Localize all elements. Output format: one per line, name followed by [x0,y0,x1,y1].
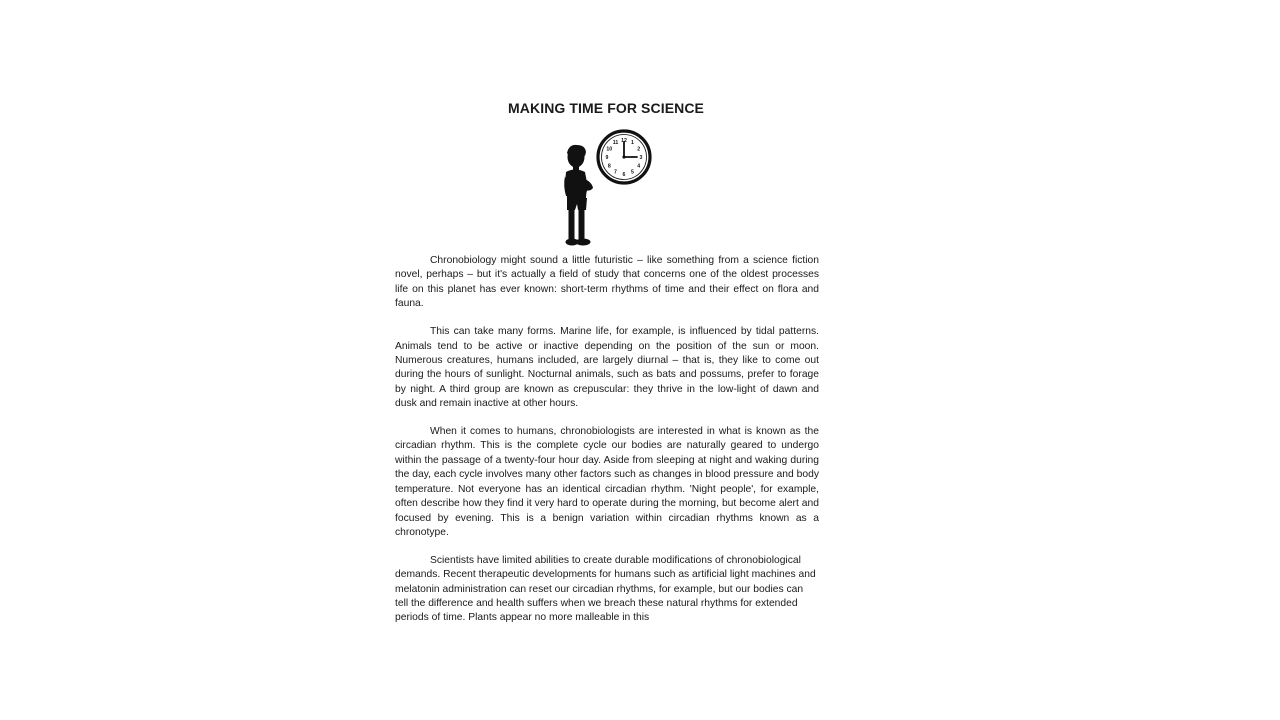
paragraph-modifications: Scientists have limited abilities to create durable modifications of chronobiological demands. Recent therapeutic developments for humans such as artificial light machines and melatonin administration can reset our circadian rhythms, for example, but our bodies can tell the difference and health suffers when we breach these natural rhythms for extended periods of time. Plants appear no more malleable in this [395,554,816,624]
clock-numeral: 8 [607,163,611,170]
clock-numeral: 6 [622,171,626,178]
illustration [555,126,659,250]
wall-clock-icon [598,131,650,183]
paragraph-intro: Chronobiology might sound a little futuristic – like something from a science fiction novel, perhaps – but it's actually a field of study that concerns one of the oldest processes life on this planet has ever known: short-term rhythms of time and their effect on flora and fauna. [395,255,819,310]
document-title: MAKING TIME FOR SCIENCE [508,100,704,116]
clock-numeral: 10 [606,146,613,153]
clock-numeral: 11 [612,140,619,147]
clock-numeral: 1 [631,140,634,147]
clock-numeral: 12 [621,137,627,144]
clock-numeral: 3 [639,154,643,161]
clock-numeral: 7 [614,169,617,176]
article-body [395,254,819,639]
paragraph-forms: This can take many forms. Marine life, for example, is influenced by tidal patterns. Animals tend to be active or inactive depending on the position of the sun or moon. Numerous creatures, humans included, are largely diurnal – that is, they like to come out during the hours of sunlight. Nocturnal animals, such as bats and possums, prefer to forage by night. A third group are known as crepuscular: they thrive in the low-light of dawn and dusk and remain inactive at other hours. [395,326,819,410]
clock-numeral: 4 [637,163,641,170]
paragraph-circadian: When it comes to humans, chronobiologists are interested in what is known as the circadian rhythm. This is the complete cycle our bodies are naturally geared to undergo within the passage of a twenty-four hour day. Aside from sleeping at night and waking during the day, each cycle involves many other factors such as changes in blood pressure and body temperature. Not everyone has an identical circadian rhythm. 'Night people', for example, often describe how they find it very hard to operate during the morning, but become alert and focused by evening. This is a benign variation within circadian rhythms known as a chronotype. [395,426,819,538]
clock-numeral: 9 [605,154,609,161]
clock-numeral: 5 [631,169,634,176]
clock-numeral: 2 [637,146,641,153]
person-silhouette-icon [564,145,593,246]
